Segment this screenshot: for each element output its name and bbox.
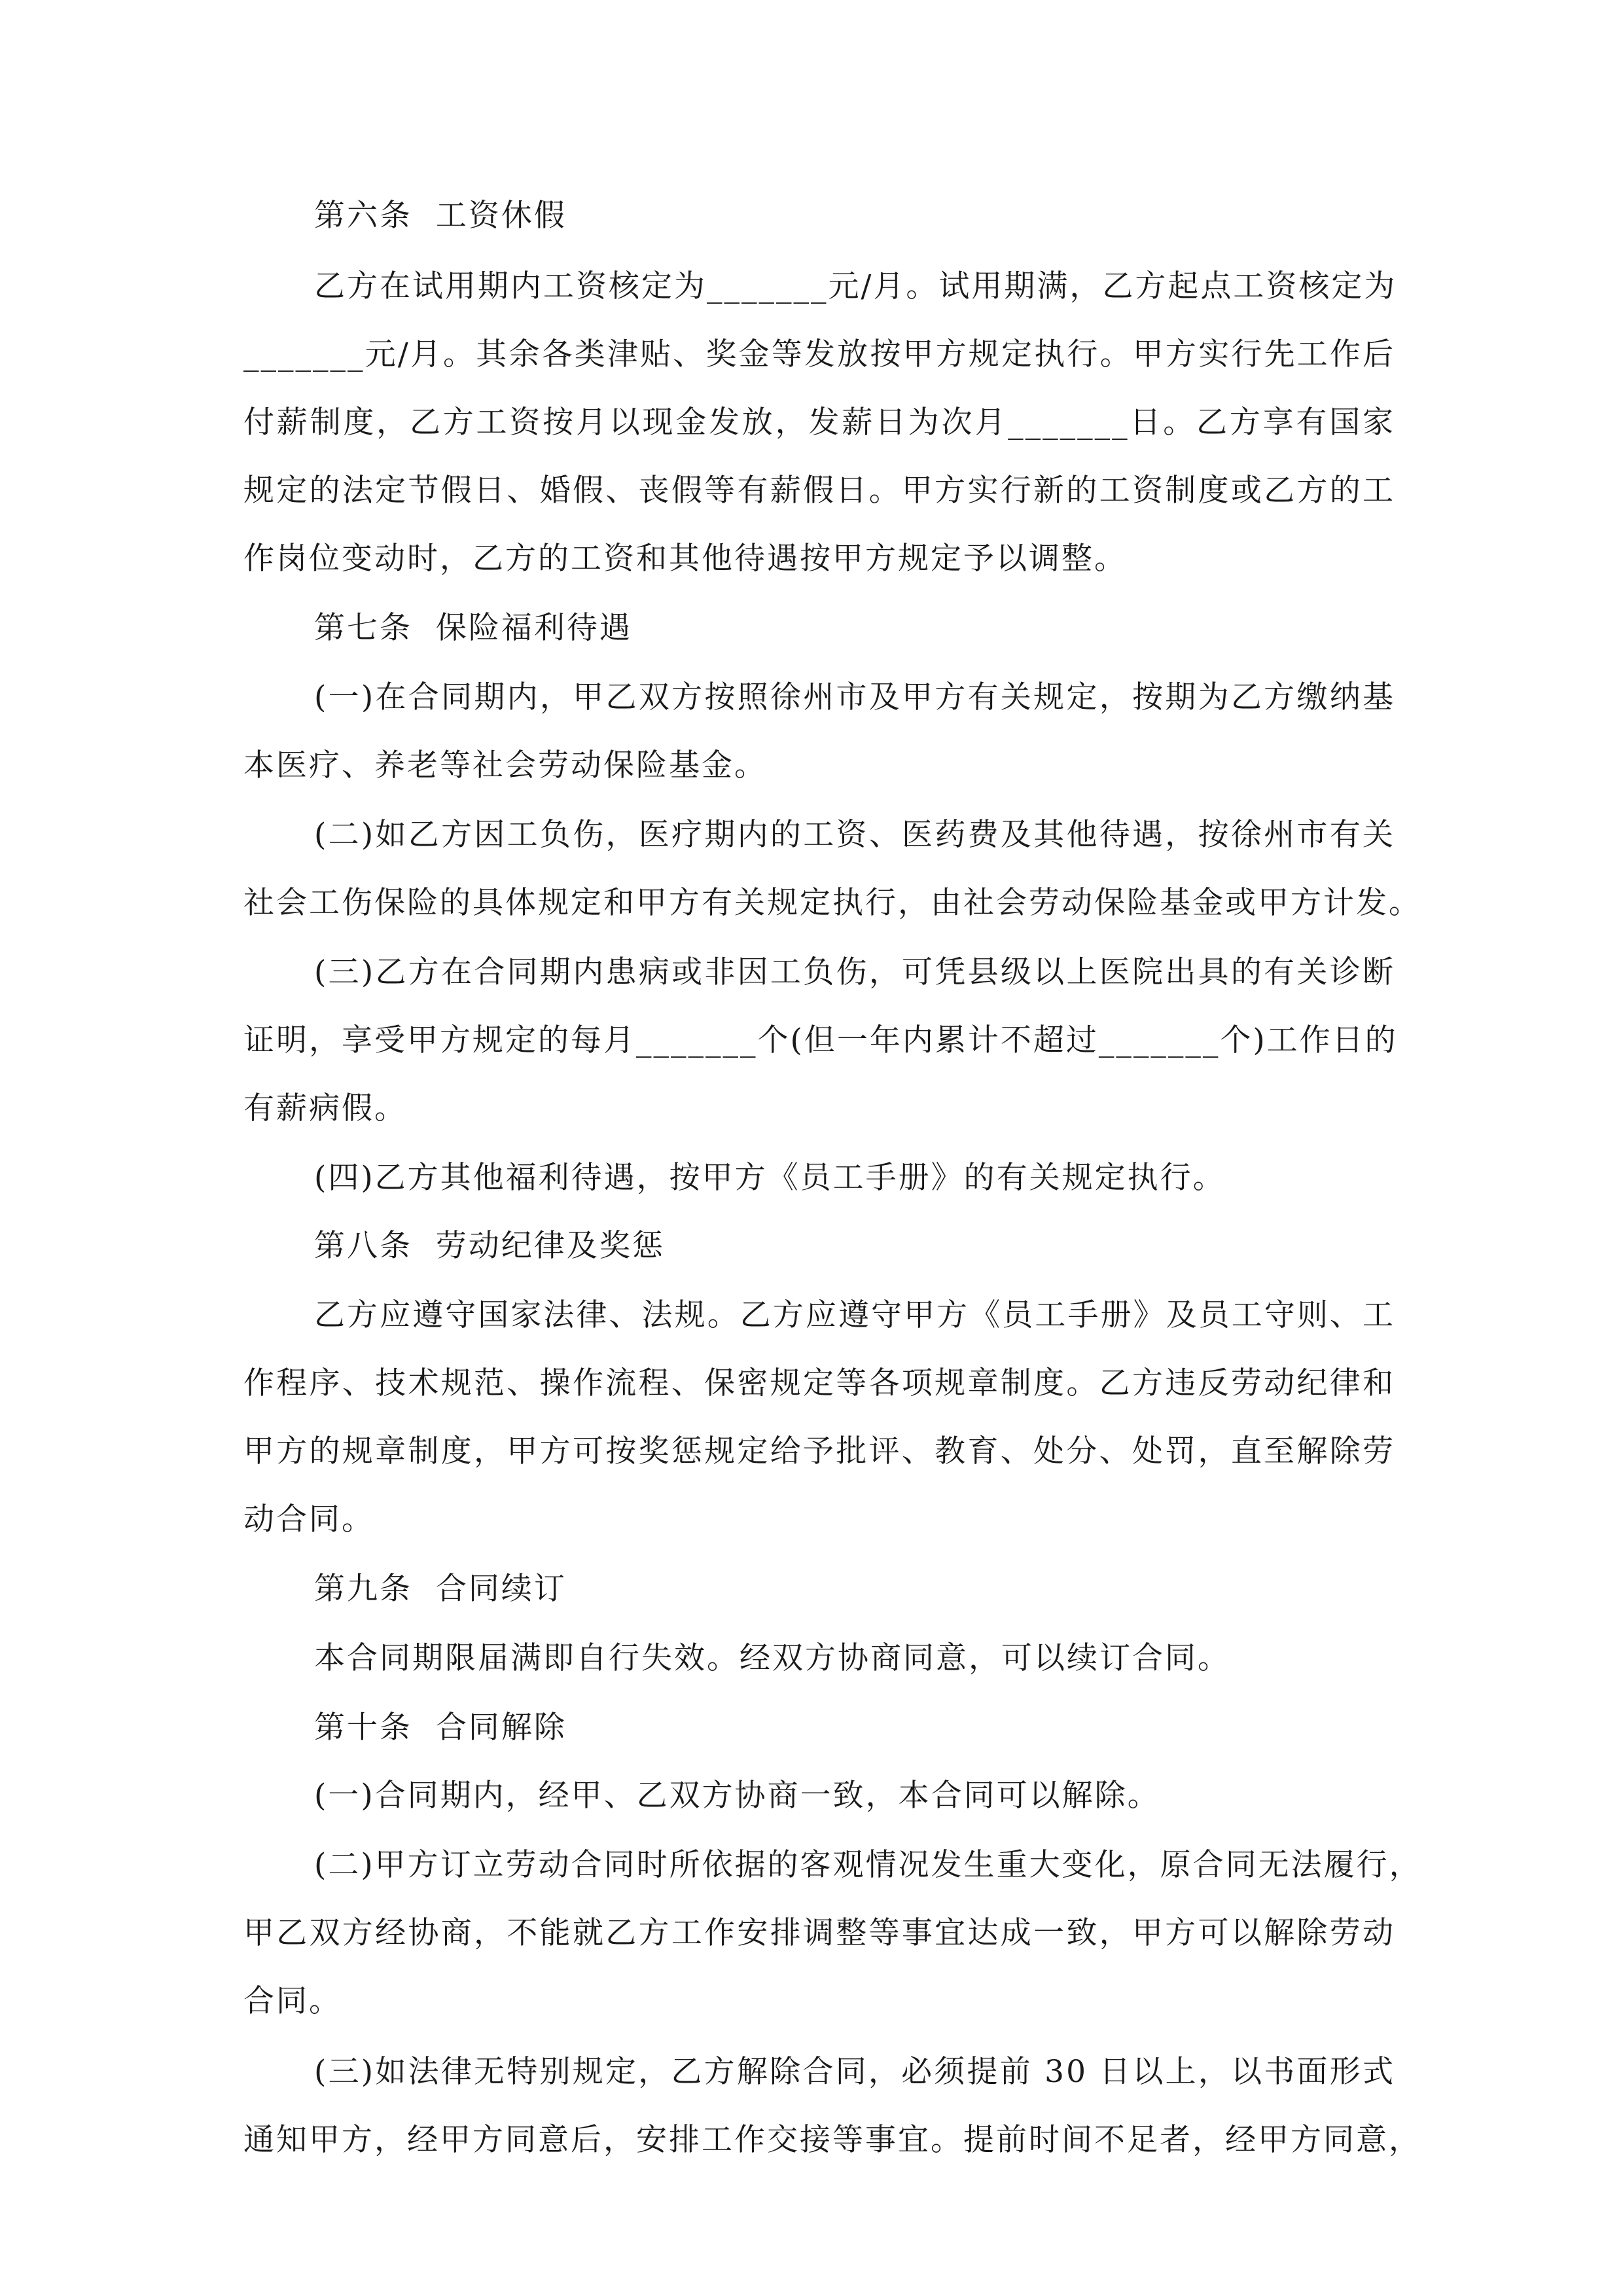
paragraph-line: 作岗位变动时，乙方的工资和其他待遇按甲方规定予以调整。	[243, 541, 1127, 577]
article-8-heading: 第八条 劳动纪律及奖惩	[314, 1228, 665, 1264]
paragraph-line: 乙方在试用期内工资核定为_______元/月。试用期满，乙方起点工资核定为	[314, 268, 1397, 304]
paragraph-line: (三)如法律无特别规定，乙方解除合同，必须提前 30 日以上，以书面形式	[314, 2054, 1395, 2090]
paragraph-line: 有薪病假。	[243, 1090, 407, 1126]
paragraph-line: 甲方的规章制度，甲方可按奖惩规定给予批评、教育、处分、处罚，直至解除劳	[243, 1433, 1395, 1469]
paragraph-line: (四)乙方其他福利待遇，按甲方《员工手册》的有关规定执行。	[314, 1160, 1226, 1196]
paragraph-line: 证明，享受甲方规定的每月_______个(但一年内累计不超过_______个)工作日的	[243, 1022, 1398, 1058]
paragraph-line: 合同。	[243, 1983, 342, 2019]
paragraph-line: 付薪制度，乙方工资按月以现金发放，发薪日为次月_______日。乙方享有国家	[243, 404, 1395, 440]
paragraph-line: 甲乙双方经协商，不能就乙方工作安排调整等事宜达成一致，甲方可以解除劳动	[243, 1915, 1395, 1951]
paragraph-line: 本医疗、养老等社会劳动保险基金。	[243, 747, 767, 783]
article-10-heading: 第十条 合同解除	[314, 1710, 567, 1746]
paragraph-line: _______元/月。其余各类津贴、奖金等发放按甲方规定执行。甲方实行先工作后	[243, 336, 1395, 372]
article-9-heading: 第九条 合同续订	[314, 1571, 567, 1607]
paragraph-line: 通知甲方，经甲方同意后，安排工作交接等事宜。提前时间不足者，经甲方同意，	[243, 2122, 1421, 2158]
paragraph-line: 作程序、技术规范、操作流程、保密规定等各项规章制度。乙方违反劳动纪律和	[243, 1365, 1395, 1401]
paragraph-line: 社会工伤保险的具体规定和甲方有关规定执行，由社会劳动保险基金或甲方计发。	[243, 885, 1421, 921]
paragraph-line: 规定的法定节假日、婚假、丧假等有薪假日。甲方实行新的工资制度或乙方的工	[243, 473, 1395, 509]
paragraph-line: 乙方应遵守国家法律、法规。乙方应遵守甲方《员工手册》及员工守则、工	[314, 1297, 1395, 1333]
article-7-heading: 第七条 保险福利待遇	[314, 610, 632, 646]
paragraph-line: 动合同。	[243, 1501, 374, 1537]
article-6-heading: 第六条 工资休假	[314, 198, 567, 234]
paragraph-line: (二)甲方订立劳动合同时所依据的客观情况发生重大变化，原合同无法履行，	[314, 1847, 1422, 1883]
paragraph-line: (一)在合同期内，甲乙双方按照徐州市及甲方有关规定，按期为乙方缴纳基	[314, 679, 1395, 715]
paragraph-line: (一)合同期内，经甲、乙双方协商一致，本合同可以解除。	[314, 1778, 1160, 1814]
paragraph-line: 本合同期限届满即自行失效。经双方协商同意，可以续订合同。	[314, 1640, 1230, 1676]
paragraph-line: (二)如乙方因工负伤，医疗期内的工资、医药费及其他待遇，按徐州市有关	[314, 817, 1395, 853]
paragraph-line: (三)乙方在合同期内患病或非因工负伤，可凭县级以上医院出具的有关诊断	[314, 954, 1395, 990]
